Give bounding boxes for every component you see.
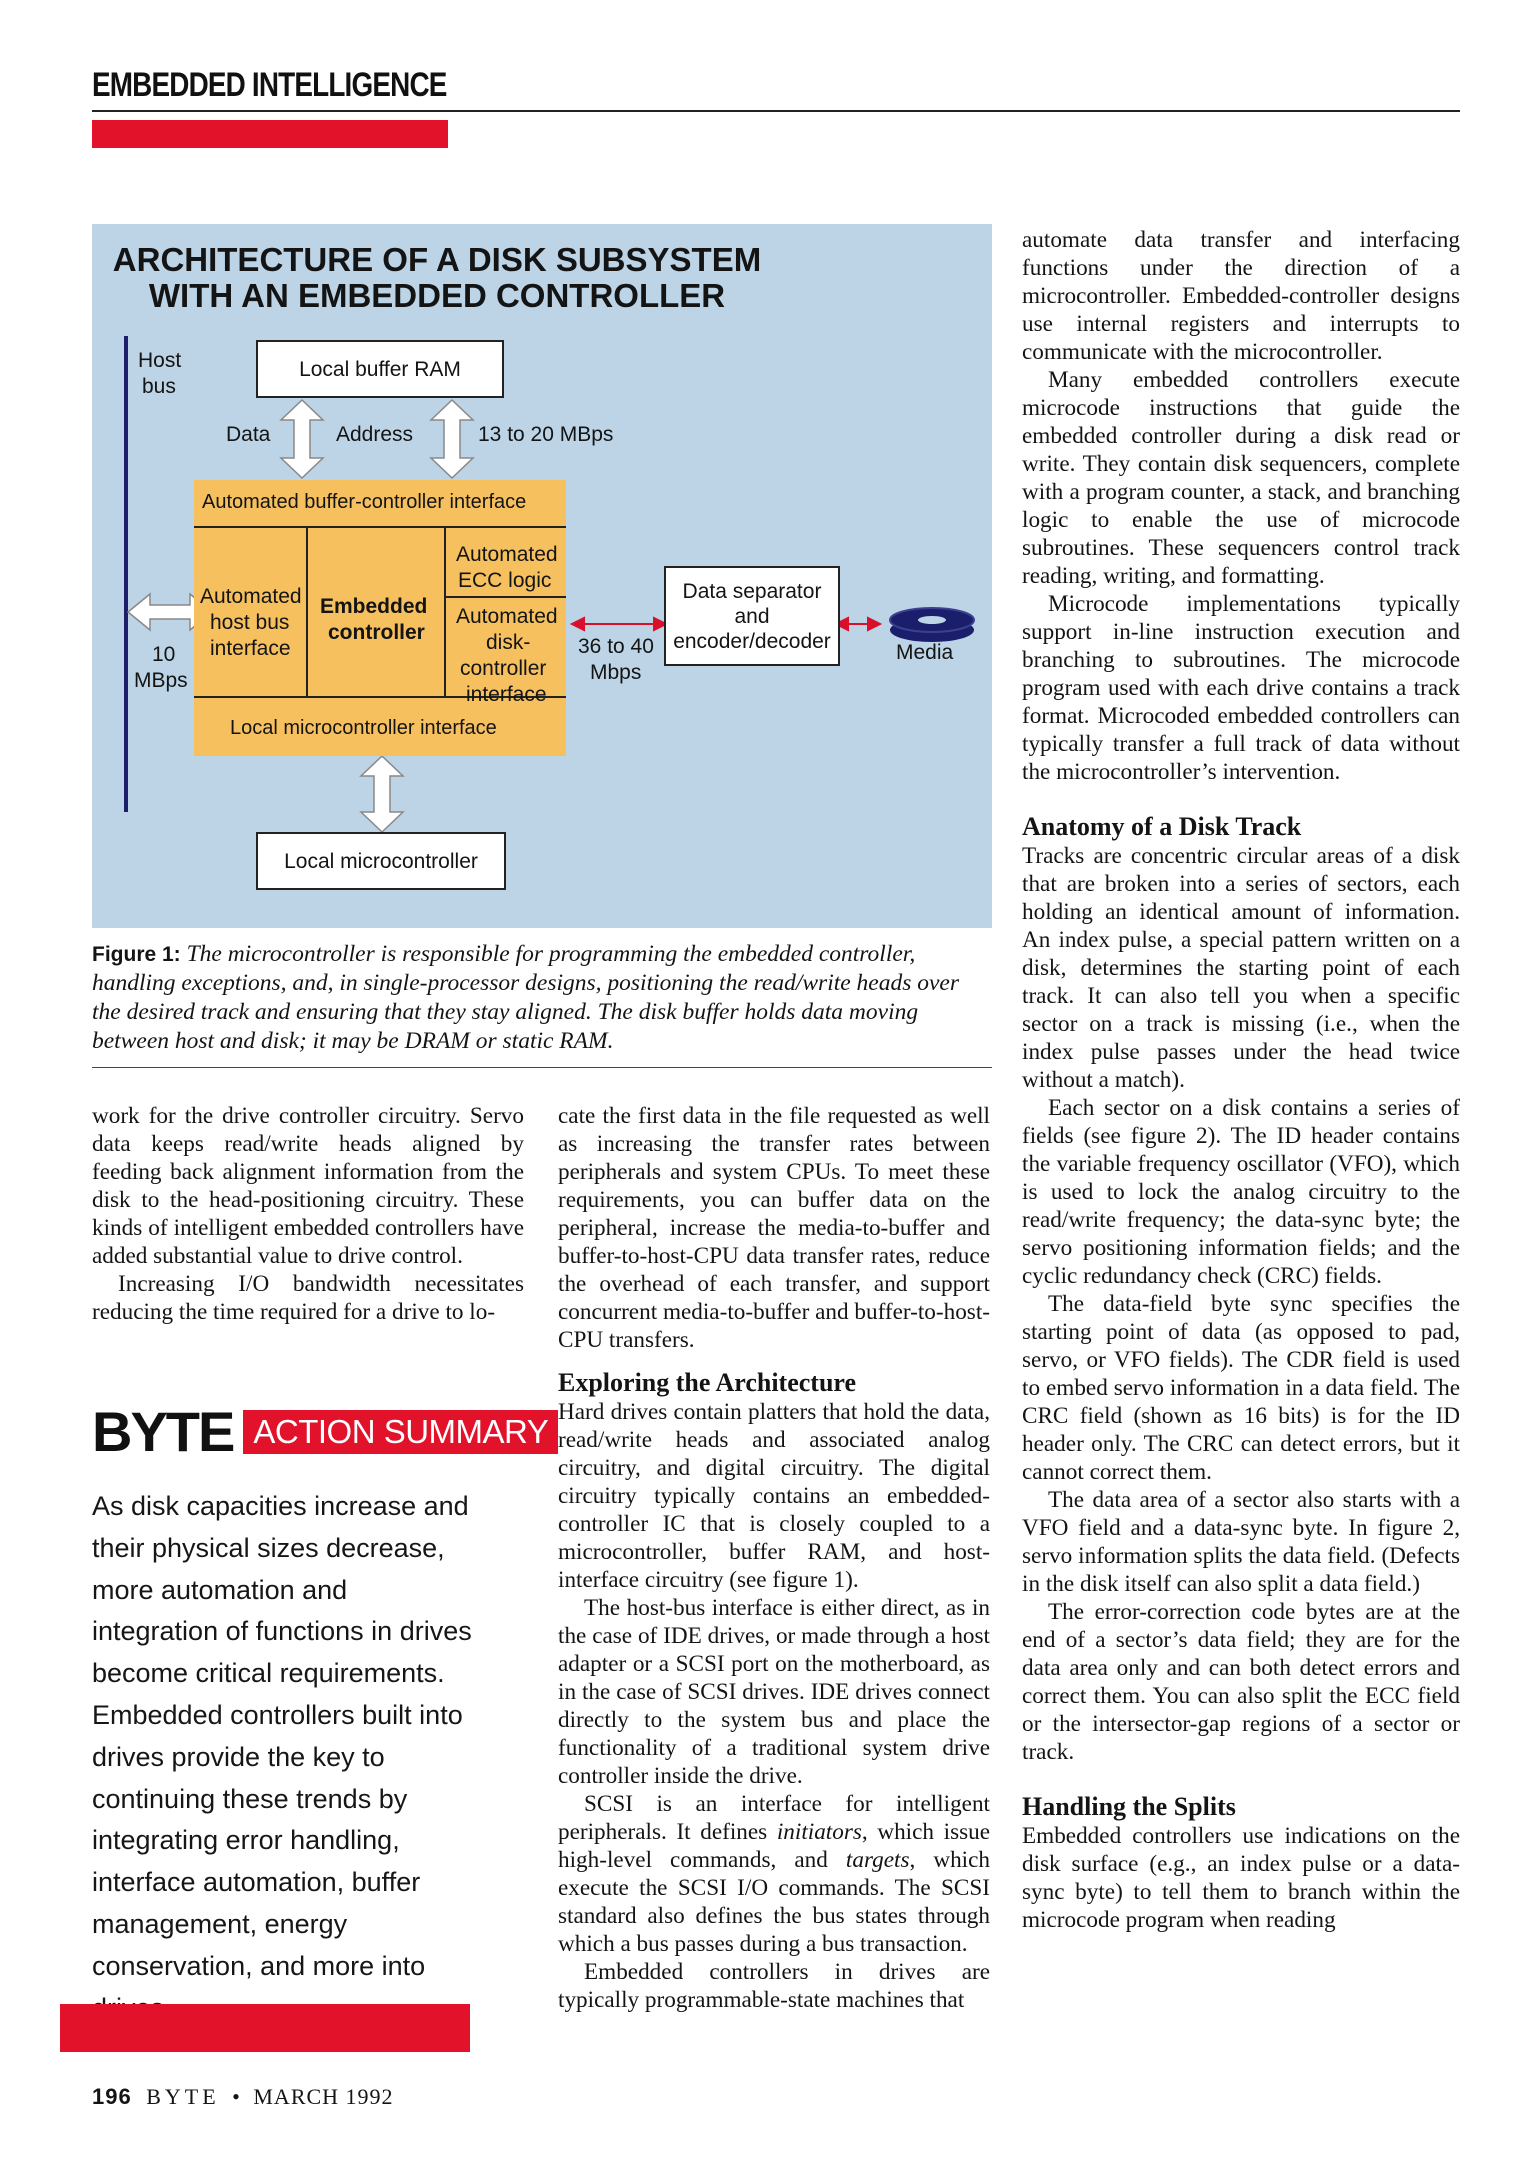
col3-heading-anatomy: Anatomy of a Disk Track <box>1022 812 1302 841</box>
action-summary-label: ACTION SUMMARY <box>243 1410 558 1454</box>
section-title: EMBEDDED INTELLIGENCE <box>92 66 447 104</box>
data-separator-label-3: encoder/decoder <box>673 629 831 653</box>
disk-if-label-1: Automated <box>456 605 558 628</box>
hostbus-if-label-2: host bus <box>210 611 290 634</box>
disk-if-label-3: controller <box>460 657 547 680</box>
hostbus-if-label-3: interface <box>210 637 291 660</box>
ecc-label-2: ECC logic <box>458 569 552 592</box>
figure-caption-text: The microcontroller is responsible for programming the embedded controller, handling exceptions, and, in single-processor designs, positioning the read/write heads over the desired track and ensuring that they stay aligned. The disk buffer holds data moving between host and disk; it may be DRAM or static RAM. <box>92 941 960 1054</box>
action-summary-header <box>92 1400 558 1463</box>
figure-diagram <box>92 224 992 928</box>
host-bus-label-2: bus <box>142 375 176 398</box>
col3-paragraph: The data-field byte sync specifies the starting point of data (as opposed to pad, servo, or VFO fields). The CDR field is used to embed servo information in a data field. The CRC field (shown as 16 bits) is for the ID header only. The CRC can detect errors, but it cannot correct them. <box>1022 1291 1460 1485</box>
col3-paragraph: Many embedded controllers execute microcode instructions that guide the embedded controller during a disk read or write. They contain disk sequencers, complete with a program counter, a stack, and branching logic to enable the use of microcode subroutines. These sequencers control track reading, writing, and formatting. <box>1022 367 1460 589</box>
ecc-label-1: Automated <box>456 543 558 566</box>
host-bus-label-1: Host <box>138 349 182 372</box>
col3-paragraph: automate data transfer and interfacing functions under the direction of a microcontroller. Embedded-controller designs use internal registers and interrupts to communicate with the microcontroller. <box>1022 227 1460 365</box>
rate-media-label-1: 36 to 40 <box>578 635 654 658</box>
header-red-bar <box>92 120 448 148</box>
column-3-text <box>1022 226 1460 1934</box>
local-microcontroller-box <box>256 832 506 890</box>
col1-paragraph: work for the drive controller circuitry. Servo data keeps read/write heads aligned by feeding back alignment information from the disk to the head-positioning circuitry. These kinds of intelligent embedded controllers have added substantial value to drive control. <box>92 1103 524 1269</box>
term-initiators: initiators <box>776 1819 862 1845</box>
col2-paragraph-scsi: SCSI is an interface for intelligent peripherals. It defines initiators, which issue high-level commands, and targets, which execute the SCSI I/O commands. The SCSI standard also defines the bus states through which a bus passes during a bus transaction. <box>558 1791 991 1957</box>
embedded-controller-label-2: controller <box>328 621 425 644</box>
byte-logo: BYTE <box>92 1400 234 1463</box>
media-disk-icon <box>890 608 974 642</box>
disk-if-label-2: disk- <box>486 631 531 654</box>
footer-date: MARCH 1992 <box>253 2084 394 2109</box>
data-separator-label-1: Data separator <box>682 579 822 603</box>
buffer-controller-interface-label: Automated buffer-controller interface <box>202 491 527 513</box>
ecc-divider <box>444 596 566 598</box>
col3-paragraph: Each sector on a disk contains a series of fields (see figure 2). The ID header contains the variable frequency oscillator (VFO), which is used to lock the analog circuitry to the read/write frequency; the data-sync byte; the servo positioning information fields; and the cyclic redundancy check (CRC) fields. <box>1022 1095 1460 1289</box>
caption-rule <box>92 1067 992 1068</box>
action-summary-text: As disk capacities increase and their physical sizes decrease, more automation and integration of functions in drives become critical requirements. Embedded controllers built into drives provide the key to continuing these trends by integrating error handling, interface automation, buffer management, energy conservation, and more into <box>92 1491 472 1981</box>
page-footer <box>92 2084 394 2110</box>
data-separator-box <box>664 566 840 666</box>
col2-paragraph: The host-bus interface is either direct, as in the case of IDE drives, or made through a host adapter or a SCSI port on the motherboard, as in the case of SCSI drives. IDE drives connect directly to the system bus and place the functionality of a traditional system drive controller inside the drive. <box>558 1595 990 1789</box>
figure-title-line2: WITH AN EMBEDDED CONTROLLER <box>148 277 726 314</box>
local-micro-interface-label: Local microcontroller interface <box>230 717 497 739</box>
embedded-controller-label-1: Embedded <box>320 595 428 618</box>
disk-if-label-4: interface <box>466 683 547 706</box>
address-label: Address <box>336 423 414 446</box>
col2-heading-architecture: Exploring the Architecture <box>558 1368 857 1397</box>
figure-caption <box>92 940 992 1056</box>
local-buffer-ram-label: Local buffer RAM <box>299 357 461 381</box>
rate-buffer-label: 13 to 20 MBps <box>478 423 614 446</box>
col3-paragraph: Embedded controllers use indications on the disk surface (e.g., an index pulse or a data-sync byte) to tell them to branch within the microcode program when reading <box>1022 1823 1460 1933</box>
hostbus-if-label-1: Automated <box>200 585 302 608</box>
col3-paragraph: Microcode implementations typically support in-line instruction execution and branching to subroutines. The microcode program used with each drive contains a track format. Microcoded embedded controllers can typically transfer a full track of data without the microcontroller’s intervention. <box>1022 591 1460 785</box>
col2-paragraph: Hard drives contain platters that hold the data, read/write heads and associated analog circuitry, and digital circuitry. The digital circuitry typically contains an embedded-controller IC that is closely coupled to a microcontroller, buffer RAM, and host-interface circuitry (see figure 1). <box>558 1399 990 1593</box>
figure-title-line1: ARCHITECTURE OF A DISK SUBSYSTEM <box>112 241 762 278</box>
header-rule <box>92 110 1460 112</box>
rate-host-label-1: 10 <box>152 643 176 666</box>
col3-paragraph: The data area of a sector also starts with a VFO field and a data-sync byte. In figure 2, servo information splits the data field. (Defects in the disk itself can also split a data field.) <box>1022 1487 1460 1597</box>
page-number: 196 <box>92 2084 132 2109</box>
col2-paragraph: cate the first data in the file requested as well as increasing the transfer rates between peripherals and system CPUs. To meet these requirements, you can buffer data on the peripheral, increase the media-to-buffer and buffer-to-host-CPU data transfer rates, reduce the overhead of each transfer, and support concurrent media-to-buffer and buffer-to-host-CPU transfers. <box>558 1103 990 1353</box>
term-targets: targets <box>845 1847 910 1873</box>
col1-paragraph: Increasing I/O bandwidth necessitates reducing the time required for a drive to lo- <box>92 1271 524 1325</box>
media-label: Media <box>896 641 954 664</box>
rate-media-label-2: Mbps <box>590 661 642 684</box>
rate-host-label-2: MBps <box>134 669 188 692</box>
figure-caption-label: Figure 1: <box>92 943 181 966</box>
local-microcontroller-label: Local microcontroller <box>284 849 478 873</box>
data-label: Data <box>226 423 271 446</box>
column-1-text <box>92 1102 524 1326</box>
col3-paragraph: Tracks are concentric circular areas of a disk that are broken into a series of sectors, each holding an identical amount of information. An index pulse, a special pattern written on a disk, determines the starting point of each track. It can also tell you when a specific sector on a track is missing (i.e., when the index pulse passes under the head twice without a match). <box>1022 843 1460 1093</box>
action-summary-red-bar <box>60 2004 470 2052</box>
footer-publication: BYTE <box>146 2084 220 2109</box>
footer-bullet: • <box>232 2084 241 2109</box>
col2-paragraph: Embedded controllers in drives are typically programmable-state machines that <box>558 1959 990 2013</box>
col3-paragraph: The error-correction code bytes are at the end of a sector’s data field; they are for the data area only and can both detect errors and correct them. You can also split the ECC field or the intersector-gap regions of a sector or track. <box>1022 1599 1460 1765</box>
data-separator-label-2: and <box>734 604 770 628</box>
column-2-text <box>558 1102 990 2014</box>
col3-heading-splits: Handling the Splits <box>1022 1792 1236 1821</box>
